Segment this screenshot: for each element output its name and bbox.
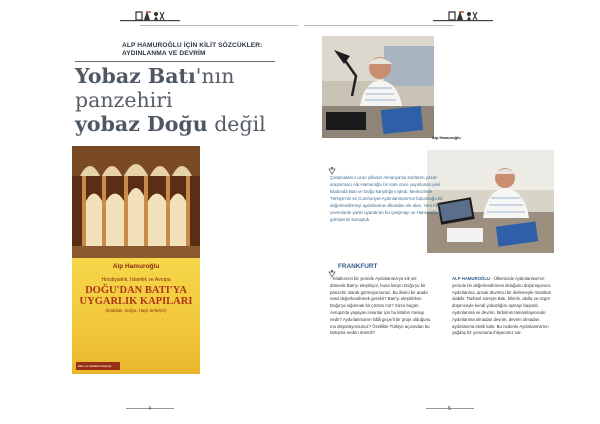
cover-band [72,258,200,374]
title-part-2: panzehiri [75,88,173,112]
article-kicker: ALP HAMUROĞLU İÇİN KİLİT SÖZCÜKLER: AYDINLANMA VE DEVRİM [122,42,263,57]
book-cover [72,146,200,374]
header-rule [140,25,298,26]
article-title [75,64,300,136]
magazine-logo [120,9,180,23]
cover-arches-image [72,146,200,258]
body-column-2 [452,276,556,337]
cover-title-line-1: DOĞU'DAN BATI'YA [85,285,187,296]
title-part-1: 'nın [195,64,235,88]
dateline-heading: FRANKFURT [338,263,378,270]
title-part-bold-3: yobaz Doğu [75,112,208,136]
location-icon [328,263,336,271]
kicker-divider [75,61,275,62]
cover-subtitle: Hıristiyanlık, İslamlık ve Avrupa [101,277,171,283]
cover-publisher: Ekim ve Şafakta Kitaplığı [76,362,120,370]
cover-title-line-2: UYGARLIK KAPILARI [79,296,193,307]
cover-title [72,285,200,307]
magazine-logo-icon [120,9,180,23]
intro-paragraph: Çalışmalarını uzun yıllardır Almanya'da sürdüren yazar-araştırmacı Alp Hamuroğlu bir süre önce yayınlanan yeni kitabında Batı ve Doğu karşıtlığını işledi. Merkezinde Türkiye'nin ve Cumhuriyet Aydınlanması'nın bulunduğu bir değerlendirmeyi aydınlanma ufkundan ele alan, Yeni Akit çevresinde yankı uyandıran bu çalışmayı ve Hamuroğlu'nun görüşlerini konuştuk. [330,175,447,222]
quote-icon [328,160,336,168]
body-column-1: - Kitabınızın bir yerinde Aydınlanma'ya sık sık dönerek Batı'yı eleştiriyor, buna karşın Doğu'yu bir panzehir olarak görmüyorsunuz. Bu ikisini bir arada nasıl değerlendirmek gerekir? Batı'yı eleştirirken Doğu'ya sığınmak bir çözüm mü? Sizce bugün Avrupa'da yaşayan insanlar için bu kitabın mesajı nedir? Aydınlanmanın hâlâ geçerli bir proje olduğunu mu düşünüyorsunuz? Özellikle Türkiye açısından bu tartışma neden önemli? [330,276,431,336]
answer-text: - Ülkemizde Aydınlanma'nın yerinde bir değerlendirmesi olduğunu düşünüyorum. Aydınlanma, ancak devrimci bir ilerlemeyle mümkün olabilir. Tarihsel süreçte Batı, bilimle, akılla ve özgür düşünceyle kendi yobazlığını aşmayı başardı. Aydınlanma ve devrim, birbirinin tamamlayıcısıdır. Aydınlanma olmadan devrim, devrim olmadan aydınlanma eksik kalır. Bu nedenle Aydınlanma'nın çağdaş bir yorumuna ihtiyacımız var. [452,276,552,336]
right-page [300,0,600,424]
header-rule-right [304,25,454,26]
speaker-name: ALP HAMUROĞLU [452,276,491,281]
author-photo-image [322,36,434,138]
author-photo-top [322,36,434,138]
page-number-left: 4 [148,406,152,412]
page-number-right: 5 [448,406,452,412]
cover-places: (Endülüs, Sicilya, Haçlı Seferleri) [105,308,167,313]
title-part-bold-1: Yobaz Batı [75,64,196,88]
photo-caption: Alp Hamuroğlu [432,135,461,140]
magazine-logo-right [433,9,493,23]
title-part-3: değil [207,112,266,136]
cover-author: Alp Hamuroğlu [112,263,160,270]
magazine-logo-icon [433,9,493,23]
